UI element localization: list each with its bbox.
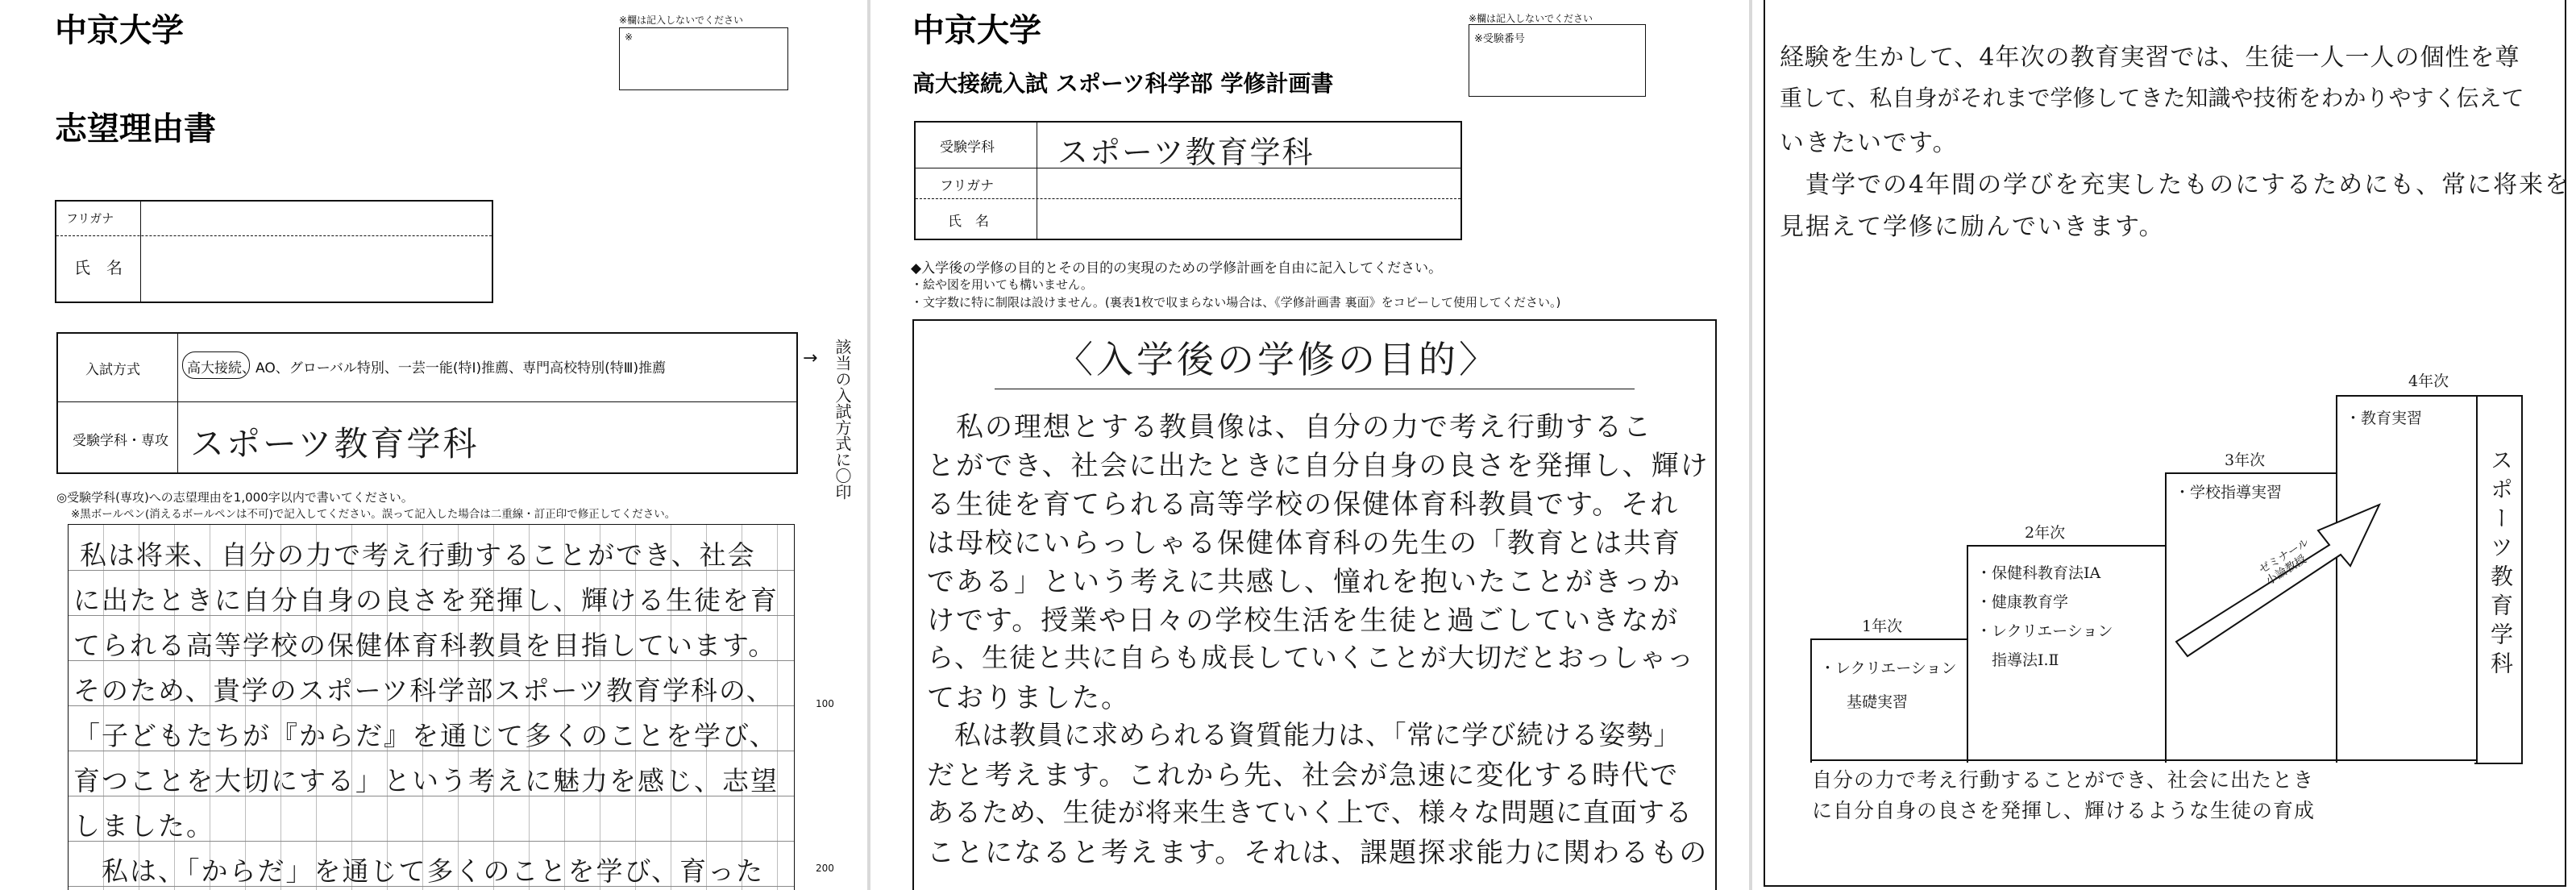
furigana-label: フリガナ [66,211,114,226]
back-line-1: 経験を生かして、4年次の教育実習では、生徒一人一人の個性を尊 [1780,44,2520,72]
year4-title: 4年次 [2408,372,2449,390]
plan-line-1: 私の理想とする教員像は、自分の力で考え行動するこ [927,411,1652,443]
dept-value: スポーツ教育学科 [190,424,480,464]
form-subtitle: 高大接続入試 スポーツ科学部 学修計画書 [912,70,1334,97]
arrow-icon: → [803,348,818,368]
instruction-1: ◆入学後の学修の目的とその目的の実現のための学修計画を自由に記入してください。 [911,260,1443,277]
furigana-label: フリガナ [940,178,995,194]
plan-line-10: だと考えます。これから先、社会が急速に変化する時代で [927,759,1680,792]
plan-line-4: は母校にいらっしゃる保健体育科の先生の「教育とは共育 [927,527,1681,559]
year2-item-4: 指導法Ⅰ.Ⅱ [1976,651,2059,669]
goal-line-2: に自分自身の良さを発揮し、輝けるような生徒の育成 [1812,799,2316,822]
year1-item-1: ・レクリエーション [1820,659,1957,677]
essay-line-1: 私は将来、自分の力で考え行動することができ、社会 [80,539,756,571]
year1-item-2: 基礎実習 [1831,693,1909,711]
study-plan-back-sheet [1752,0,2576,890]
plan-line-8: ておりました。 [927,682,1130,714]
stair-base [1810,759,2476,761]
plan-line-11: あるため、生徒が将来生きていく上で、様々な問題に直面する [927,796,1693,828]
goal-line-1: 自分の力で考え行動することができ、社会に出たとき [1812,768,2315,792]
exam-number-label: ※受験番号 [1474,33,1525,45]
study-plan-sheet [870,0,1749,890]
staircase-diagram [1765,0,2571,887]
dept-value: スポーツ教育学科 [1057,135,1315,170]
char-count-200: 200 [816,863,834,874]
name-box [55,200,493,303]
essay-line-6: 育つことを大切にする」という考えに魅力を感じ、志望 [73,765,779,796]
plan-heading: 〈入学後の学修の目的〉 [1056,338,1499,381]
application-reason-sheet [0,0,867,890]
essay-line-2: に出たときに自分自身の良さを発揮し、輝ける生徒を育 [73,584,779,616]
plan-line-7: ら、生徒と共に自らも成長していくことが大切だとおっしゃっ [927,642,1694,673]
back-line-2: 重して、私自身がそれまで学修してきた知識や技術をわかりやすく伝えて [1780,85,2524,111]
year2-item-3: ・レクリエーション [1976,622,2113,640]
essay-line-3: てられる高等学校の保健体育科教員を目指しています。 [73,630,777,661]
year3-title: 3年次 [2225,451,2266,469]
name-label: 氏 名 [74,258,123,277]
year4-item-1: ・教育実習 [2345,410,2423,427]
back-line-5: 見据えて学修に励んでいきます。 [1780,213,2165,241]
staff-only-box [619,27,788,90]
essay-grid [68,524,795,890]
instruction-3: ・文字数に特に制限は設けません。(裏表1枚で収まらない場合は、《学修計画書 裏面》をコピーして使用してください。) [911,295,1561,310]
selected-method-circle [182,351,250,379]
char-count-100: 100 [816,698,834,709]
goal-side-label: スポーツ教育学科 [2487,448,2514,680]
arrow-label: ゼミナール 小論教授 [2257,536,2312,588]
staff-only-note: ※欄は記入しないでください [1469,13,1593,24]
plan-line-6: けです。授業や日々の学校生活を生徒と過ごしていきなが [927,605,1680,637]
essay-line-7: しました。 [73,810,214,842]
dept-label: 受験学科 [940,139,995,156]
year3-item-1: ・学校指導実習 [2175,484,2283,501]
back-line-3: いきたいです。 [1780,129,1959,157]
essay-line-5: 「子どもたちが『からだ』を通じて多くのことを学び、 [73,720,778,751]
exam-method-label: 入試方式 [85,362,140,378]
name-label: 氏 名 [948,214,989,230]
dept-label: 受験学科・専攻 [73,433,168,449]
plan-line-12: ことになると考えます。それは、課題探求能力に関わるもの [927,837,1709,869]
exam-number-box [1469,24,1646,97]
applicant-box [914,121,1462,240]
essay-line-4: そのため、貴学のスポーツ科学部スポーツ教育学科の、 [73,675,775,706]
exam-methods-text: 高大接続、AO、グローバル特別、一芸一能(特Ⅰ)推薦、専門高校特別(特Ⅲ)推薦 [187,360,667,376]
essay-line-8: 私は、「からだ」を通じて多くのことを学び、育った [73,855,765,887]
plan-back-box [1764,0,2571,887]
university-name: 中京大学 [912,12,1041,49]
university-name: 中京大学 [55,12,184,49]
instruction-2: ※黒ボールペン(消えるボールペンは不可)で記入してください。誤って記入した場合は二重線・訂正印で修正してください。 [71,508,676,521]
instruction-1: ◎受験学科(専攻)への志望理由を1,000字以内で書いてください。 [56,490,413,505]
year2-item-1: ・保健科教育法ⅠA [1976,564,2101,582]
year2-title: 2年次 [2025,524,2066,542]
staff-only-mark: ※ [625,31,634,43]
year1-title: 1年次 [1862,618,1903,635]
instruction-2: ・絵や図を用いても構いません。 [911,277,1093,292]
year2-item-2: ・健康教育学 [1976,593,2069,611]
plan-line-9: 私は教員に求められる資質能力は、「常に学び続ける姿勢」 [927,719,1681,751]
study-plan-box [912,319,1717,890]
plan-line-2: とができ、社会に出たときに自分自身の良さを発揮し、輝け [927,450,1710,482]
exam-method-box [56,332,798,474]
progress-arrow-icon [2168,489,2410,666]
plan-line-3: る生徒を育てられる高等学校の保健体育科教員です。それ [927,489,1680,521]
staff-only-note: ※欄は記入しないでください [619,15,744,26]
form-title: 志望理由書 [55,110,216,148]
side-note: 該当の入試方式に〇印 [833,339,852,500]
plan-line-5: である」という考えに共感し、憧れを抱いたことがきっか [927,566,1681,598]
back-line-4: 貴学での4年間の学びを充実したものにするためにも、常に将来を [1780,171,2571,199]
